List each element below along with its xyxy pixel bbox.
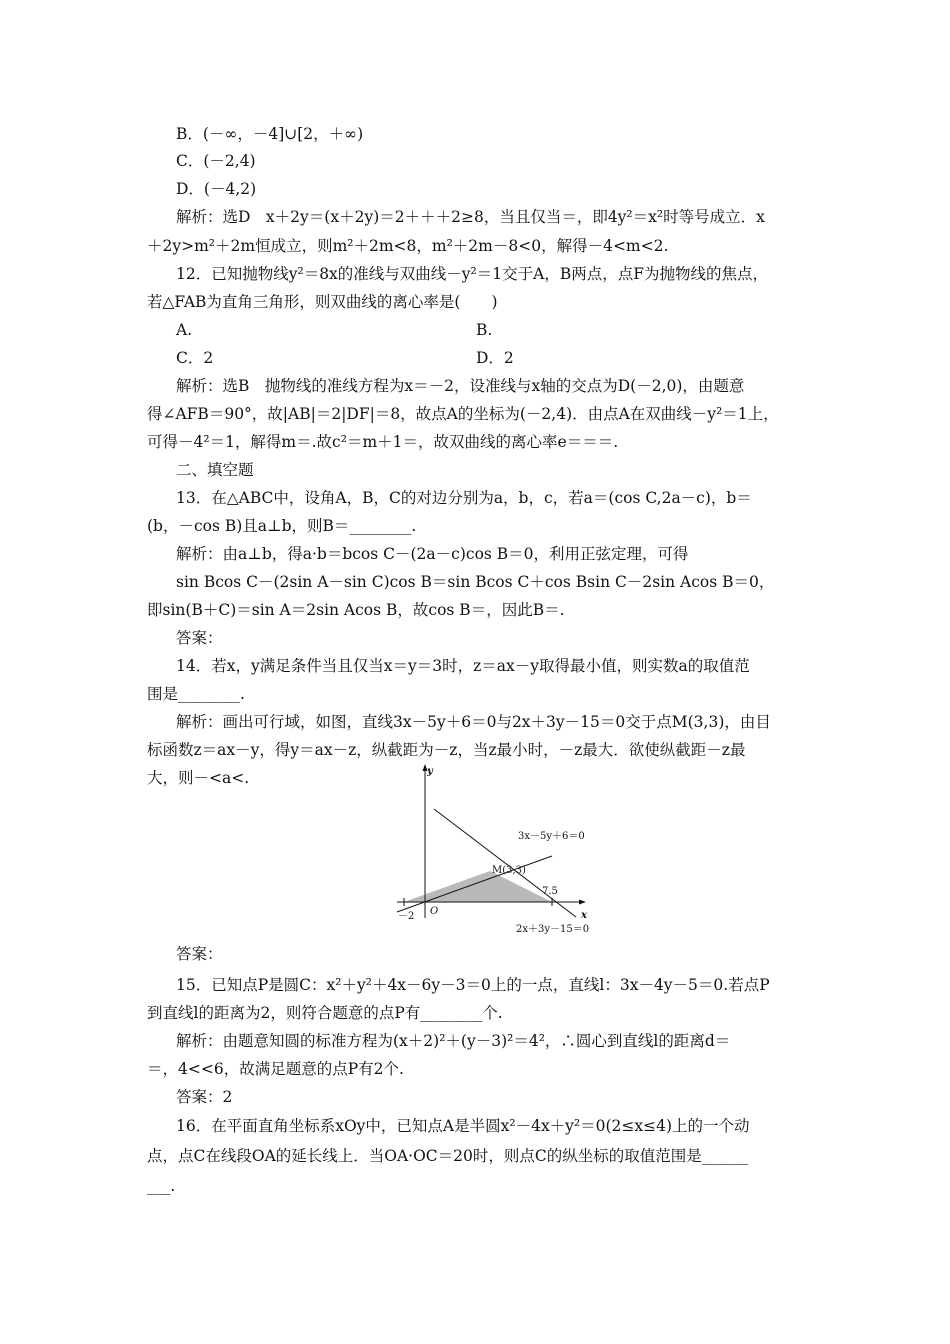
solution-q12-line2: 得∠AFB＝90°，故|AB|＝2|DF|＝8，故点A的坐标为(－2,4)．由点A在双曲线－y²＝1上，	[147, 405, 779, 423]
neg-two-label: －2	[398, 911, 415, 922]
solution-q12-line1: 解析：选B 抛物线的准线方程为x＝－2，设准线与x轴的交点为D(－2,0)，由题意	[176, 377, 745, 395]
x-axis-arrow	[579, 900, 586, 905]
option-c-q12: C．2	[176, 349, 214, 367]
solution-q13-line1: 解析：由a⊥b，得a·b＝bcos C－(2a－c)cos B＝0，利用正弦定理，可得	[176, 545, 689, 563]
line1-label: 3x－5y＋6＝0	[518, 831, 585, 842]
question-14-line1: 14．若x，y满足条件当且仅当x＝y＝3时，z＝ax－y取得最小值，则实数a的取值范	[176, 657, 750, 675]
question-16-line1: 16．在平面直角坐标系xOy中，已知点A是半圆x²－4x＋y²＝0(2≤x≤4)上的一个动	[176, 1117, 750, 1135]
option-b-q11: B．(－∞，－4]∪[2，＋∞)	[176, 125, 364, 143]
answer-q13: 答案：	[176, 629, 223, 647]
feasible-region	[404, 871, 552, 902]
point-m-label: M(3,3)	[492, 865, 526, 876]
option-a-q12: A.	[176, 321, 193, 339]
question-13-line1: 13．在△ABC中，设角A，B，C的对边分别为a，b，c，若a＝(cos C,2a－c)，b＝	[176, 489, 752, 507]
line2-label: 2x＋3y－15＝0	[516, 924, 590, 935]
solution-q14-line2: 标函数z＝ax－y，得y＝ax－z，纵截距为－z，当z最小时，－z最大．欲使纵截距－z最	[147, 741, 746, 759]
question-13-line2: (b，－cos B)且a⊥b，则B＝________.	[147, 517, 417, 535]
option-d-q11: D．(－4,2)	[176, 180, 257, 198]
x-axis-label: x	[581, 910, 587, 921]
solution-q12-line3: 可得－4²＝1，解得m＝.故c²＝m＋1＝，故双曲线的离心率e＝＝＝.	[147, 433, 619, 451]
solution-q13-line2: sin Bcos C－(2sin A－sin C)cos B＝sin Bcos C＋cos Bsin C－2sin Acos B＝0，	[176, 573, 775, 591]
option-b-q12: B.	[476, 321, 493, 339]
feasible-region-figure	[392, 760, 597, 935]
answer-q15: 答案：2	[176, 1088, 233, 1106]
origin-label: O	[430, 906, 439, 917]
line-3x-5y-6	[397, 856, 552, 912]
solution-q11-line2: ＋2y>m²＋2m恒成立，则m²＋2m<8，m²＋2m－8<0，解得－4<m<2.	[147, 237, 669, 255]
intercept-label: 7.5	[542, 886, 558, 897]
question-14-line2: 围是________.	[147, 685, 245, 703]
answer-q14: 答案：	[176, 945, 223, 963]
question-16-line3: ___.	[147, 1177, 176, 1195]
option-d-q12: D．2	[476, 349, 514, 367]
question-15-line2: 到直线l的距离为2，则符合题意的点P有________个.	[147, 1004, 503, 1022]
solution-q11-line1: 解析：选D x＋2y＝(x＋2y)＝2＋＋＋2≥8，当且仅当＝，即4y²＝x²时等号成立．x	[176, 208, 765, 226]
y-axis-label: y	[427, 766, 433, 777]
solution-q14-line3: 大，则－<a<.	[147, 769, 250, 787]
solution-q15-line1: 解析：由题意知圆的标准方程为(x＋2)²＋(y－3)²＝4²，∴圆心到直线l的距离d＝	[176, 1032, 731, 1050]
option-c-q11: C．(－2,4)	[176, 152, 256, 170]
question-15-line1: 15．已知点P是圆C：x²＋y²＋4x－6y－3＝0上的一点，直线l：3x－4y－5＝0.若点P	[176, 976, 770, 994]
feasible-region-diagram	[392, 760, 597, 935]
solution-q15-line2: ＝，4<<6，故满足题意的点P有2个.	[147, 1060, 404, 1078]
question-16-line2: 点，点C在线段OA的延长线上．当OA·OC＝20时，则点C的纵坐标的取值范围是______	[147, 1147, 749, 1165]
question-12-line2: 若△FAB为直角三角形，则双曲线的离心率是( )	[147, 293, 498, 311]
solution-q13-line3: 即sin(B＋C)＝sin A＝2sin Acos B，故cos B＝，因此B＝.	[147, 601, 565, 619]
solution-q14-line1: 解析：画出可行域，如图，直线3x－5y＋6＝0与2x＋3y－15＝0交于点M(3,3)，由目	[176, 713, 771, 731]
section-heading-fill-in: 二、填空题	[176, 461, 254, 479]
question-12-line1: 12．已知抛物线y²＝8x的准线与双曲线－y²＝1交于A，B两点，点F为抛物线的焦点，	[176, 265, 768, 283]
